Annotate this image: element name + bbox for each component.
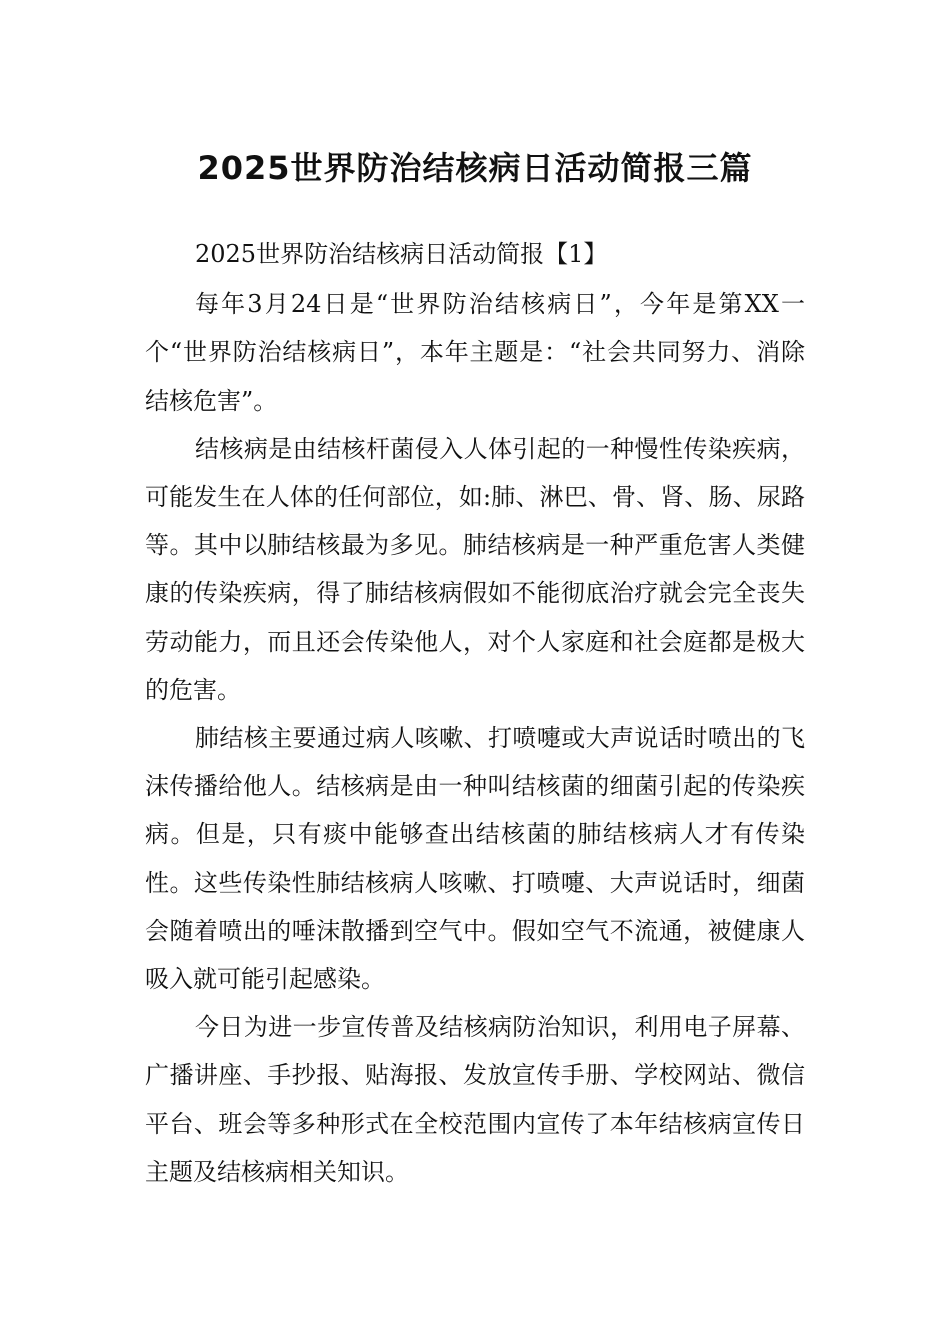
paragraph-theme: 每年3月24日是“世界防治结核病日”，今年是第XX一个“世界防治结核病日”，本年主题是：“社会共同努力、消除结核危害”。	[145, 290, 805, 415]
document-title: 2025世界防治结核病日活动简报三篇	[197, 149, 753, 188]
document-body	[145, 230, 805, 1196]
paragraph-activities: 今日为进一步宣传普及结核病防治知识，利用电子屏幕、广播讲座、手抄报、贴海报、发放宣传手册、学校网站、微信平台、班会等多种形式在全校范围内宣传了本年结核病宣传日主题及结核病相关知识。	[145, 1013, 805, 1186]
paragraph-transmission: 肺结核主要通过病人咳嗽、打喷嚏或大声说话时喷出的飞沫传播给他人。结核病是由一种叫结核菌的细菌引起的传染疾病。但是，只有痰中能够查出结核菌的肺结核病人才有传染性。这些传染性肺结核病人咳嗽、打喷嚏、大声说话时，细菌会随着喷出的唾沫散播到空气中。假如空气不流通，被健康人吸入就可能引起感染。	[145, 724, 805, 994]
section-heading: 2025世界防治结核病日活动简报【1】	[195, 240, 608, 268]
paragraph-disease-overview: 结核病是由结核杆菌侵入人体引起的一种慢性传染疾病，可能发生在人体的任何部位，如:肺、淋巴、骨、肾、肠、尿路等。其中以肺结核最为多见。肺结核病是一种严重危害人类健康的传染疾病，得了肺结核病假如不能彻底治疗就会完全丧失劳动能力，而且还会传染他人，对个人家庭和社会庭都是极大的危害。	[145, 434, 805, 704]
